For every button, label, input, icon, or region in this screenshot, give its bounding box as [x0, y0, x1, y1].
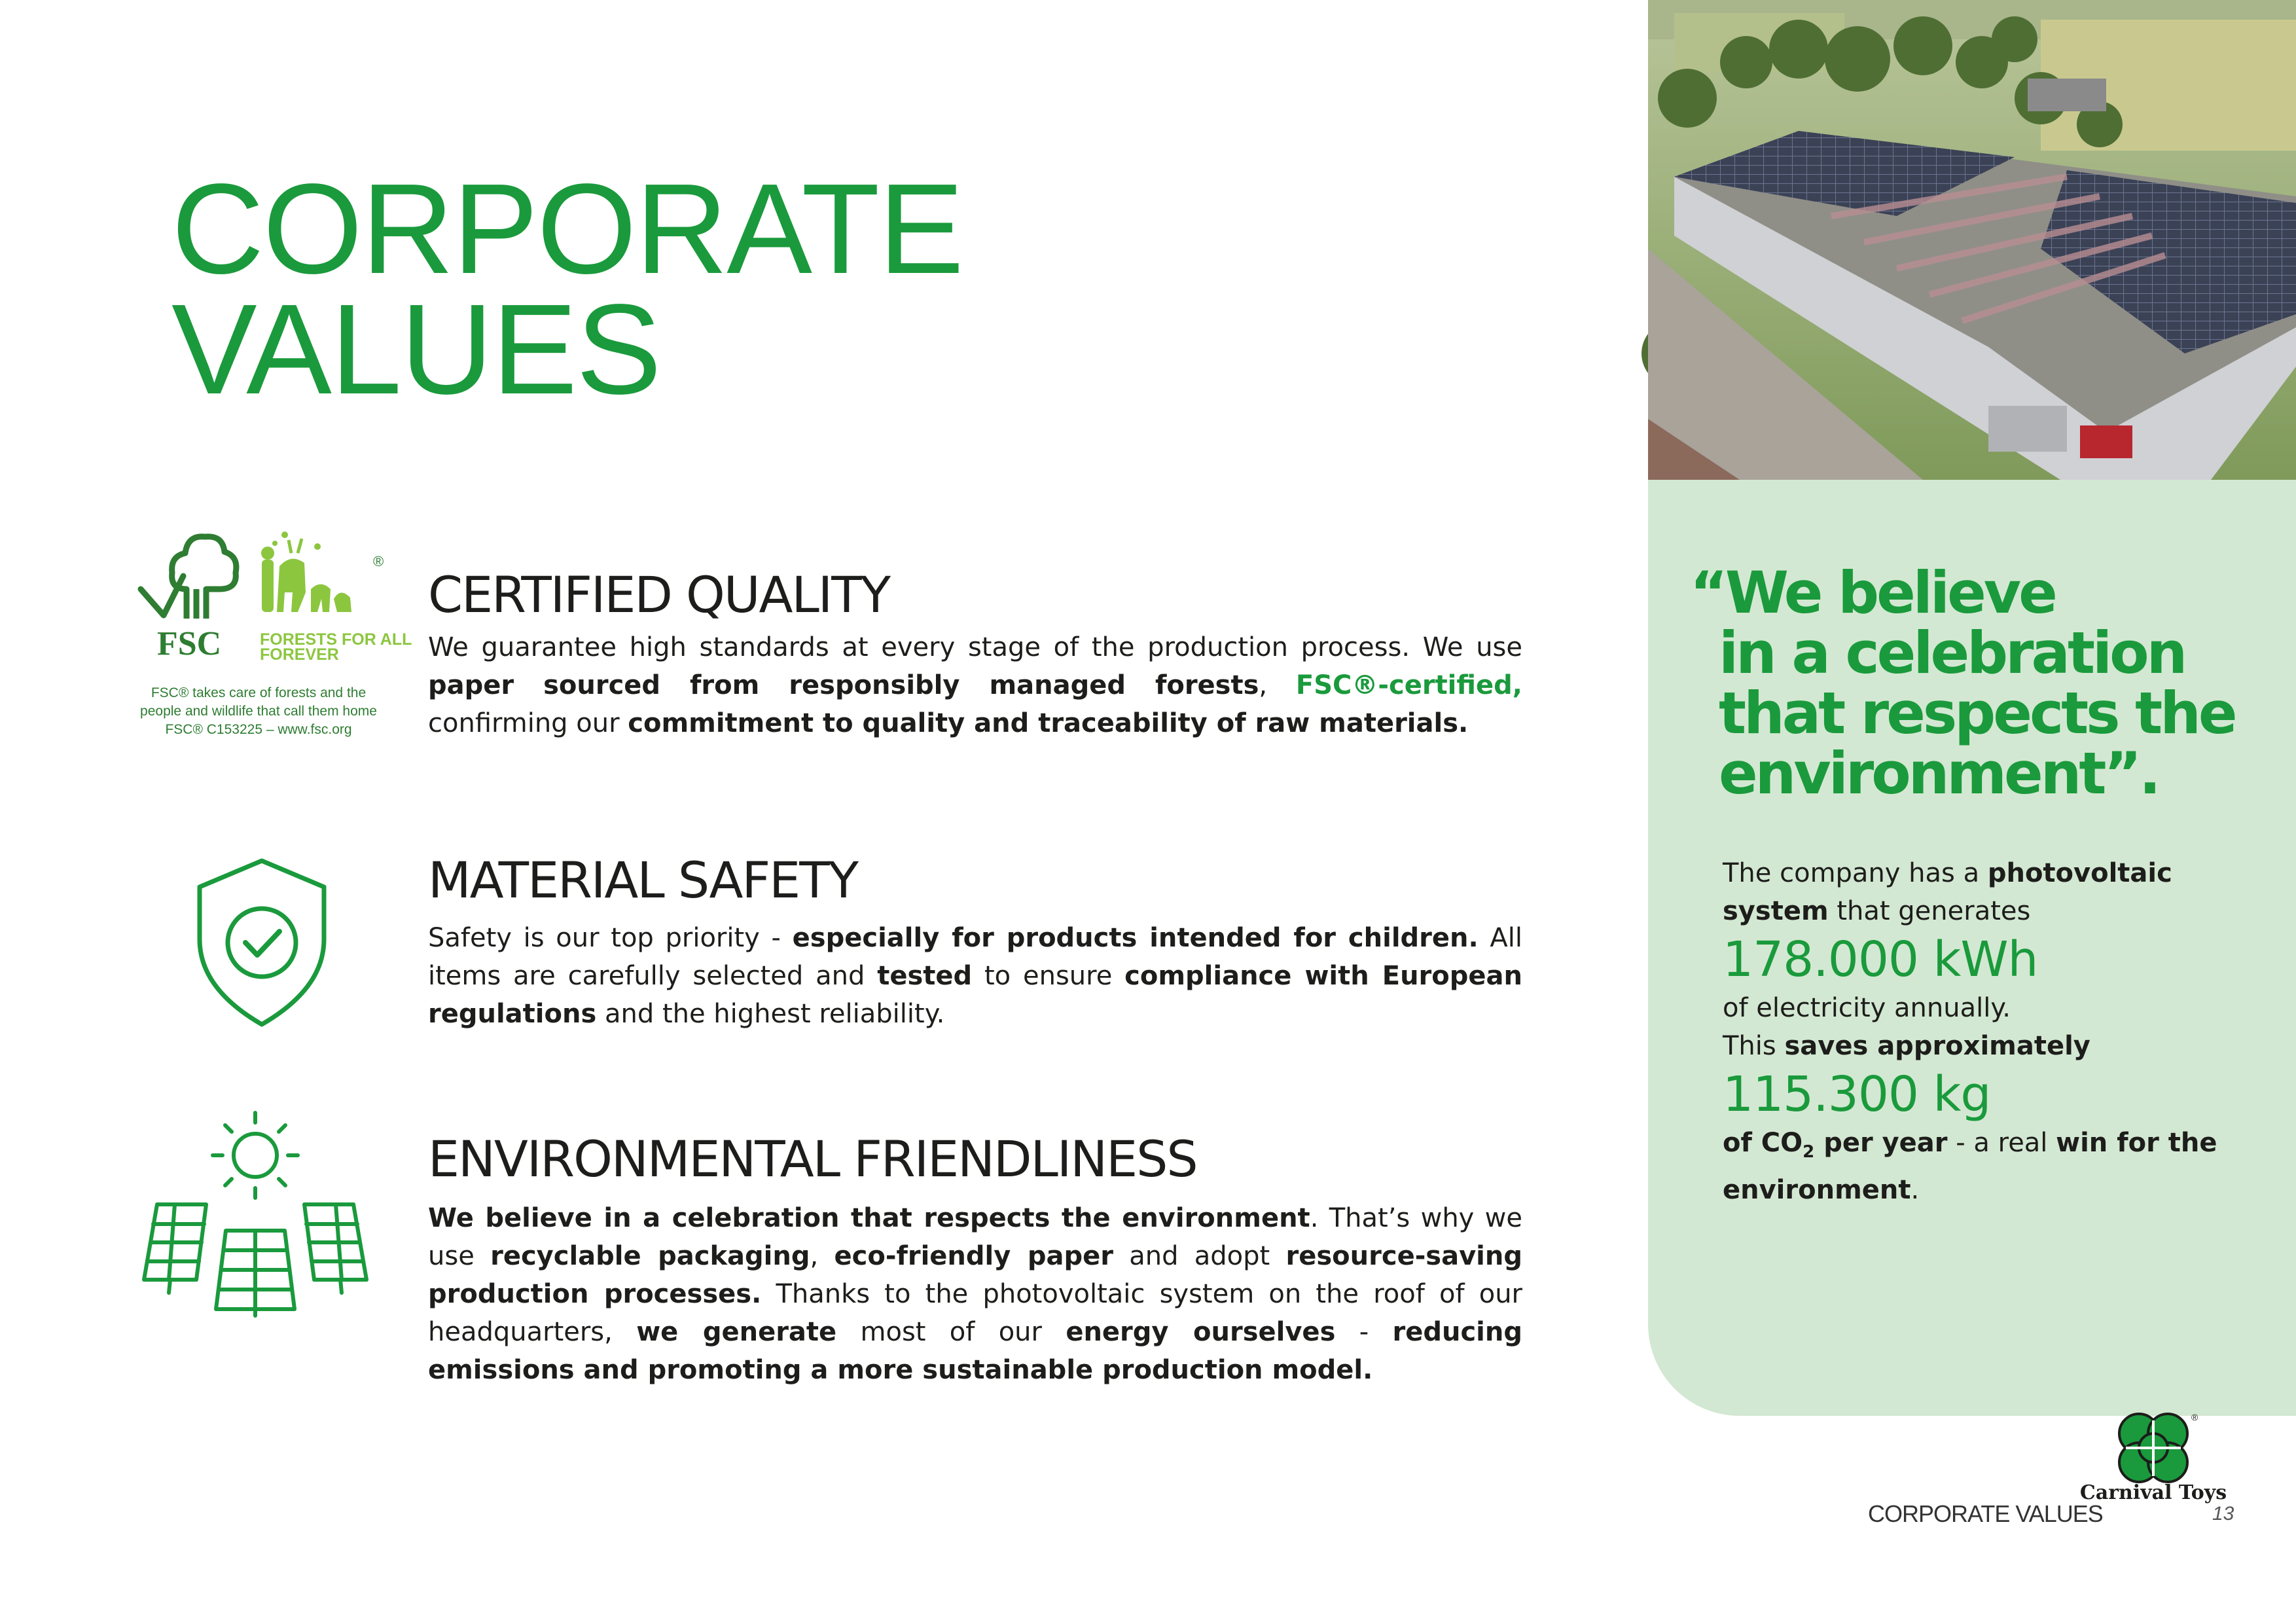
footer-section-label: CORPORATE VALUES — [1868, 1500, 2103, 1527]
brand-logo-text: Carnival Toys — [2079, 1481, 2227, 1504]
fsc-logo — [134, 527, 412, 668]
quote-line-2: in a celebration — [1719, 619, 2185, 687]
shield-check-icon — [187, 854, 337, 1031]
environmental-friendliness-text: We believe in a celebration that respects the environment. That’s why we use recyclable packaging, eco-friendly paper and adopt resource-saving production processes. Thanks to the photovoltaic system on the roof of our headquarters, we generate most of our energy ourselves - reducing emissions and promoting a more sustainable production model. — [428, 1203, 1522, 1385]
quote — [1690, 559, 2235, 807]
fsc-note-line-2: people and wildlife that call them home — [140, 704, 377, 719]
quote-line-3: that respects the — [1719, 679, 2235, 747]
page-number: 13 — [2212, 1503, 2234, 1525]
fsc-note-line-1: FSC® takes care of forests and the — [151, 685, 367, 700]
energy-value: 178.000 kWh — [1723, 931, 2038, 988]
fsc-logo-text: FSC — [157, 625, 222, 662]
certified-quality-heading: CERTIFIED QUALITY — [428, 566, 890, 624]
fsc-badge-text-1: FORESTS FOR ALL — [260, 630, 412, 649]
quote-line-1: “We believe — [1690, 559, 2055, 626]
environmental-friendliness-heading: ENVIRONMENTAL FRIENDLINESS — [428, 1130, 1197, 1188]
co2-value: 115.300 kg — [1723, 1066, 1991, 1123]
fsc-note-line-3: FSC® C153225 – www.fsc.org — [165, 722, 352, 737]
fsc-note — [131, 684, 386, 739]
photovoltaic-facts: The company has a photovoltaic system that generates 178.000 kWh of electricity annually. This saves approximately 115.300 kg of $CO_2$ per year - a real win for the environment. — [1723, 854, 2220, 1209]
material-safety-text: Safety is our top priority - especially for products intended for children. All items are carefully selected and tested to ensure compliance with European regulations and the highest reliability. — [428, 923, 1523, 1029]
fsc-badge-text-2: FOREVER — [260, 645, 339, 664]
brand-registered-mark: ® — [2191, 1412, 2198, 1422]
quote-line-4: environment”. — [1719, 740, 2159, 807]
page-title-line-1: CORPORATE — [171, 157, 963, 300]
material-safety-heading: MATERIAL SAFETY — [428, 851, 858, 909]
page-title-line-2: VALUES — [171, 278, 660, 421]
certified-quality-text: We guarantee high standards at every stage of the production process. We use paper sourced from responsibly managed forests, FSC®-certified, confirming our commitment to quality and traceability of raw materials. — [428, 632, 1522, 738]
page-title — [171, 157, 963, 421]
aerial-photo-solar-roof — [1648, 0, 2296, 480]
fsc-registered-mark: ® — [373, 553, 384, 569]
solar-panel-icon — [131, 1106, 380, 1316]
